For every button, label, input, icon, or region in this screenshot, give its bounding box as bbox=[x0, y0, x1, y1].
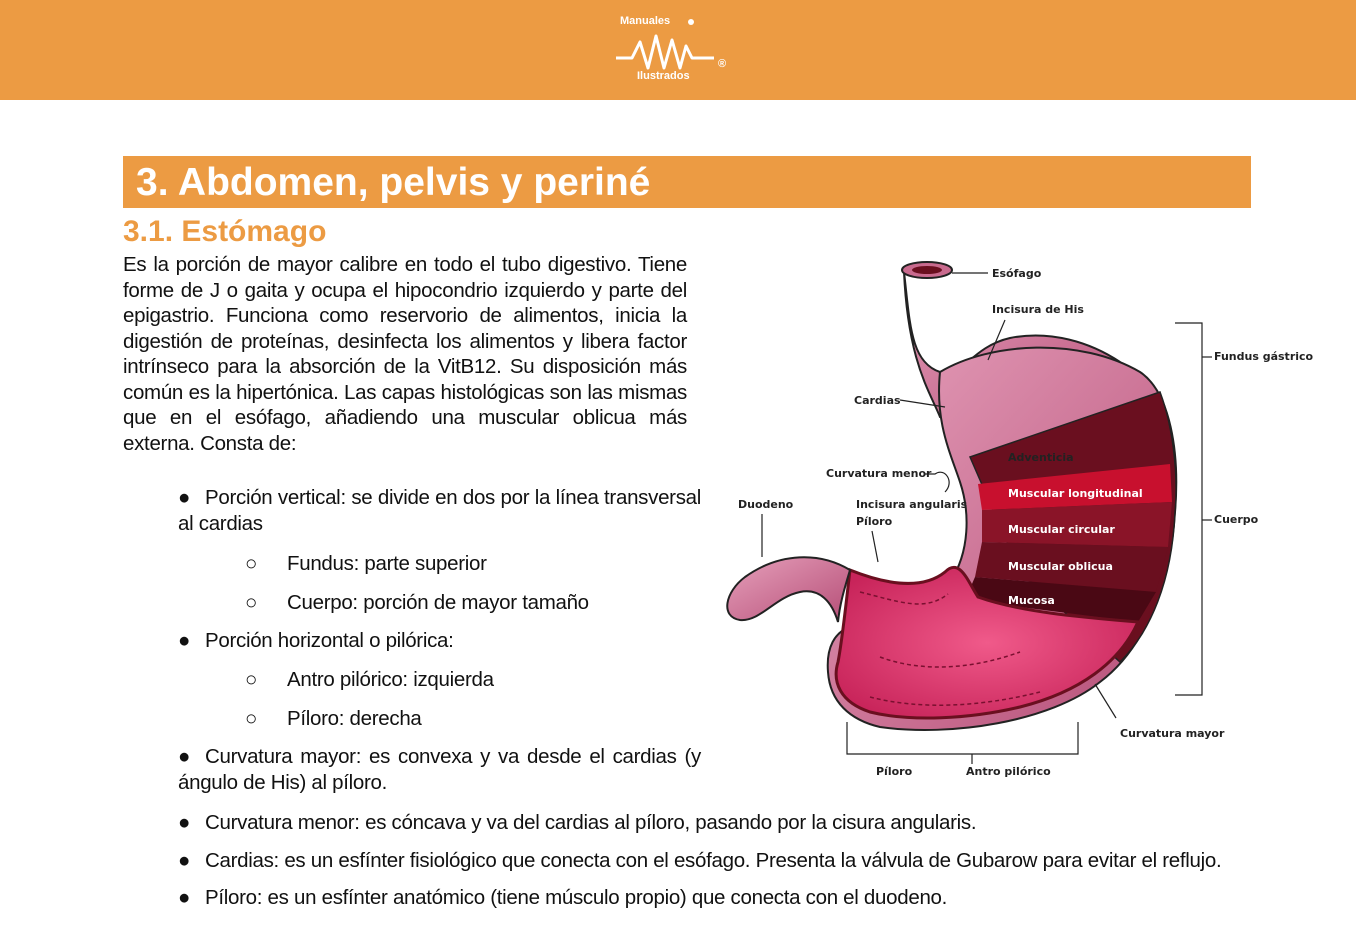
intro-paragraph: Es la porción de mayor calibre en todo el tubo digestivo. Tiene forme de J o gaita y ocupa el hipocondrio izquierdo y parte del epigastrio. Funciona como reservorio de alimentos, inicia la digestión de proteínas, desinfecta los alimentos y libera factor intrínseco para la absorción de la VitB12. Su disposición más común es la hipertónica. Las capas histológicas son las mismas que en el esófago, añadiendo una muscular oblicua más externa. Consta de: bbox=[123, 253, 687, 455]
bullet-curvatura-mayor bbox=[164, 744, 701, 795]
chapter-title: 3. Abdomen, pelvis y periné bbox=[136, 161, 651, 204]
label-antro-pilorico: Antro pilórico bbox=[966, 765, 1051, 778]
logo-text-top: Manuales bbox=[620, 15, 671, 27]
label-cuerpo: Cuerpo bbox=[1214, 513, 1259, 526]
bullet-text: Píloro: es un esfínter anatómico (tiene músculo propio) que conecta con el duodeno. bbox=[205, 886, 948, 909]
sub-bullet-text: Cuerpo: porción de mayor tamaño bbox=[287, 591, 589, 614]
stomach-diagram bbox=[720, 252, 1320, 787]
header-bar bbox=[0, 0, 1356, 100]
bullet-piloro-def bbox=[164, 885, 1288, 911]
sub-bullet-antro bbox=[245, 667, 494, 693]
sub-bullet-cuerpo bbox=[245, 590, 589, 616]
label-piloro-top: Píloro bbox=[856, 515, 893, 528]
sub-bullet-text: Píloro: derecha bbox=[287, 707, 422, 730]
sub-bullet-marker: ○ bbox=[245, 591, 258, 614]
label-curvatura-menor: Curvatura menor bbox=[826, 467, 932, 480]
sub-bullet-marker: ○ bbox=[245, 707, 258, 730]
bullet-text: Curvatura mayor: es convexa y va desde el cardias (y ángulo de His) al píloro. bbox=[178, 745, 701, 794]
bullet-text: Cardias: es un esfínter fisiológico que conecta con el esófago. Presenta la válvula de Gubarow para evitar el reflujo. bbox=[205, 849, 1222, 872]
label-mucosa: Mucosa bbox=[1008, 594, 1055, 607]
section-title: 3.1. Estómago bbox=[123, 215, 327, 248]
sub-bullet-marker: ○ bbox=[245, 552, 258, 575]
registered-mark: ® bbox=[718, 58, 727, 70]
label-fundus-gastrico: Fundus gástrico bbox=[1214, 350, 1314, 363]
chapter-banner bbox=[123, 156, 1251, 208]
bullet-curvatura-menor bbox=[164, 810, 1288, 836]
label-duodeno: Duodeno bbox=[738, 498, 794, 511]
sub-bullet-fundus bbox=[245, 551, 487, 577]
manuales-ilustrados-logo[interactable] bbox=[610, 12, 750, 88]
sub-bullet-marker: ○ bbox=[245, 668, 258, 691]
label-muscular-longitudinal: Muscular longitudinal bbox=[1008, 487, 1143, 500]
sub-bullet-text: Antro pilórico: izquierda bbox=[287, 668, 494, 691]
bullet-text: Porción vertical: se divide en dos por la línea transversal al cardias bbox=[178, 486, 701, 535]
logo-text-bottom: Ilustrados bbox=[637, 70, 690, 82]
bullet-text: Curvatura menor: es cóncava y va del cardias al píloro, pasando por la cisura angularis. bbox=[205, 811, 977, 834]
label-cardias: Cardias bbox=[854, 394, 901, 407]
bullet-cardias bbox=[164, 848, 1288, 874]
bullet-marker: ● bbox=[178, 629, 191, 652]
label-piloro-bottom: Píloro bbox=[876, 765, 913, 778]
label-muscular-circular: Muscular circular bbox=[1008, 523, 1115, 536]
bullet-marker: ● bbox=[178, 849, 191, 872]
label-incisura-his: Incisura de His bbox=[992, 303, 1084, 316]
label-muscular-oblicua: Muscular oblicua bbox=[1008, 560, 1113, 573]
bullet-marker: ● bbox=[178, 745, 191, 768]
sub-bullet-piloro bbox=[245, 706, 422, 732]
stomach-illustration bbox=[720, 252, 1320, 787]
bullet-porcion-vertical bbox=[164, 485, 701, 536]
bullet-marker: ● bbox=[178, 486, 191, 509]
sub-bullet-text: Fundus: parte superior bbox=[287, 552, 487, 575]
label-adventicia: Adventicia bbox=[1008, 451, 1074, 464]
duodenum-shape bbox=[727, 557, 850, 622]
bullet-marker: ● bbox=[178, 886, 191, 909]
label-esofago: Esófago bbox=[992, 267, 1042, 280]
bullet-marker: ● bbox=[178, 811, 191, 834]
label-incisura-angularis: Incisura angularis bbox=[856, 498, 968, 511]
label-curvatura-mayor: Curvatura mayor bbox=[1120, 727, 1225, 740]
bullet-text: Porción horizontal o pilórica: bbox=[205, 629, 454, 652]
